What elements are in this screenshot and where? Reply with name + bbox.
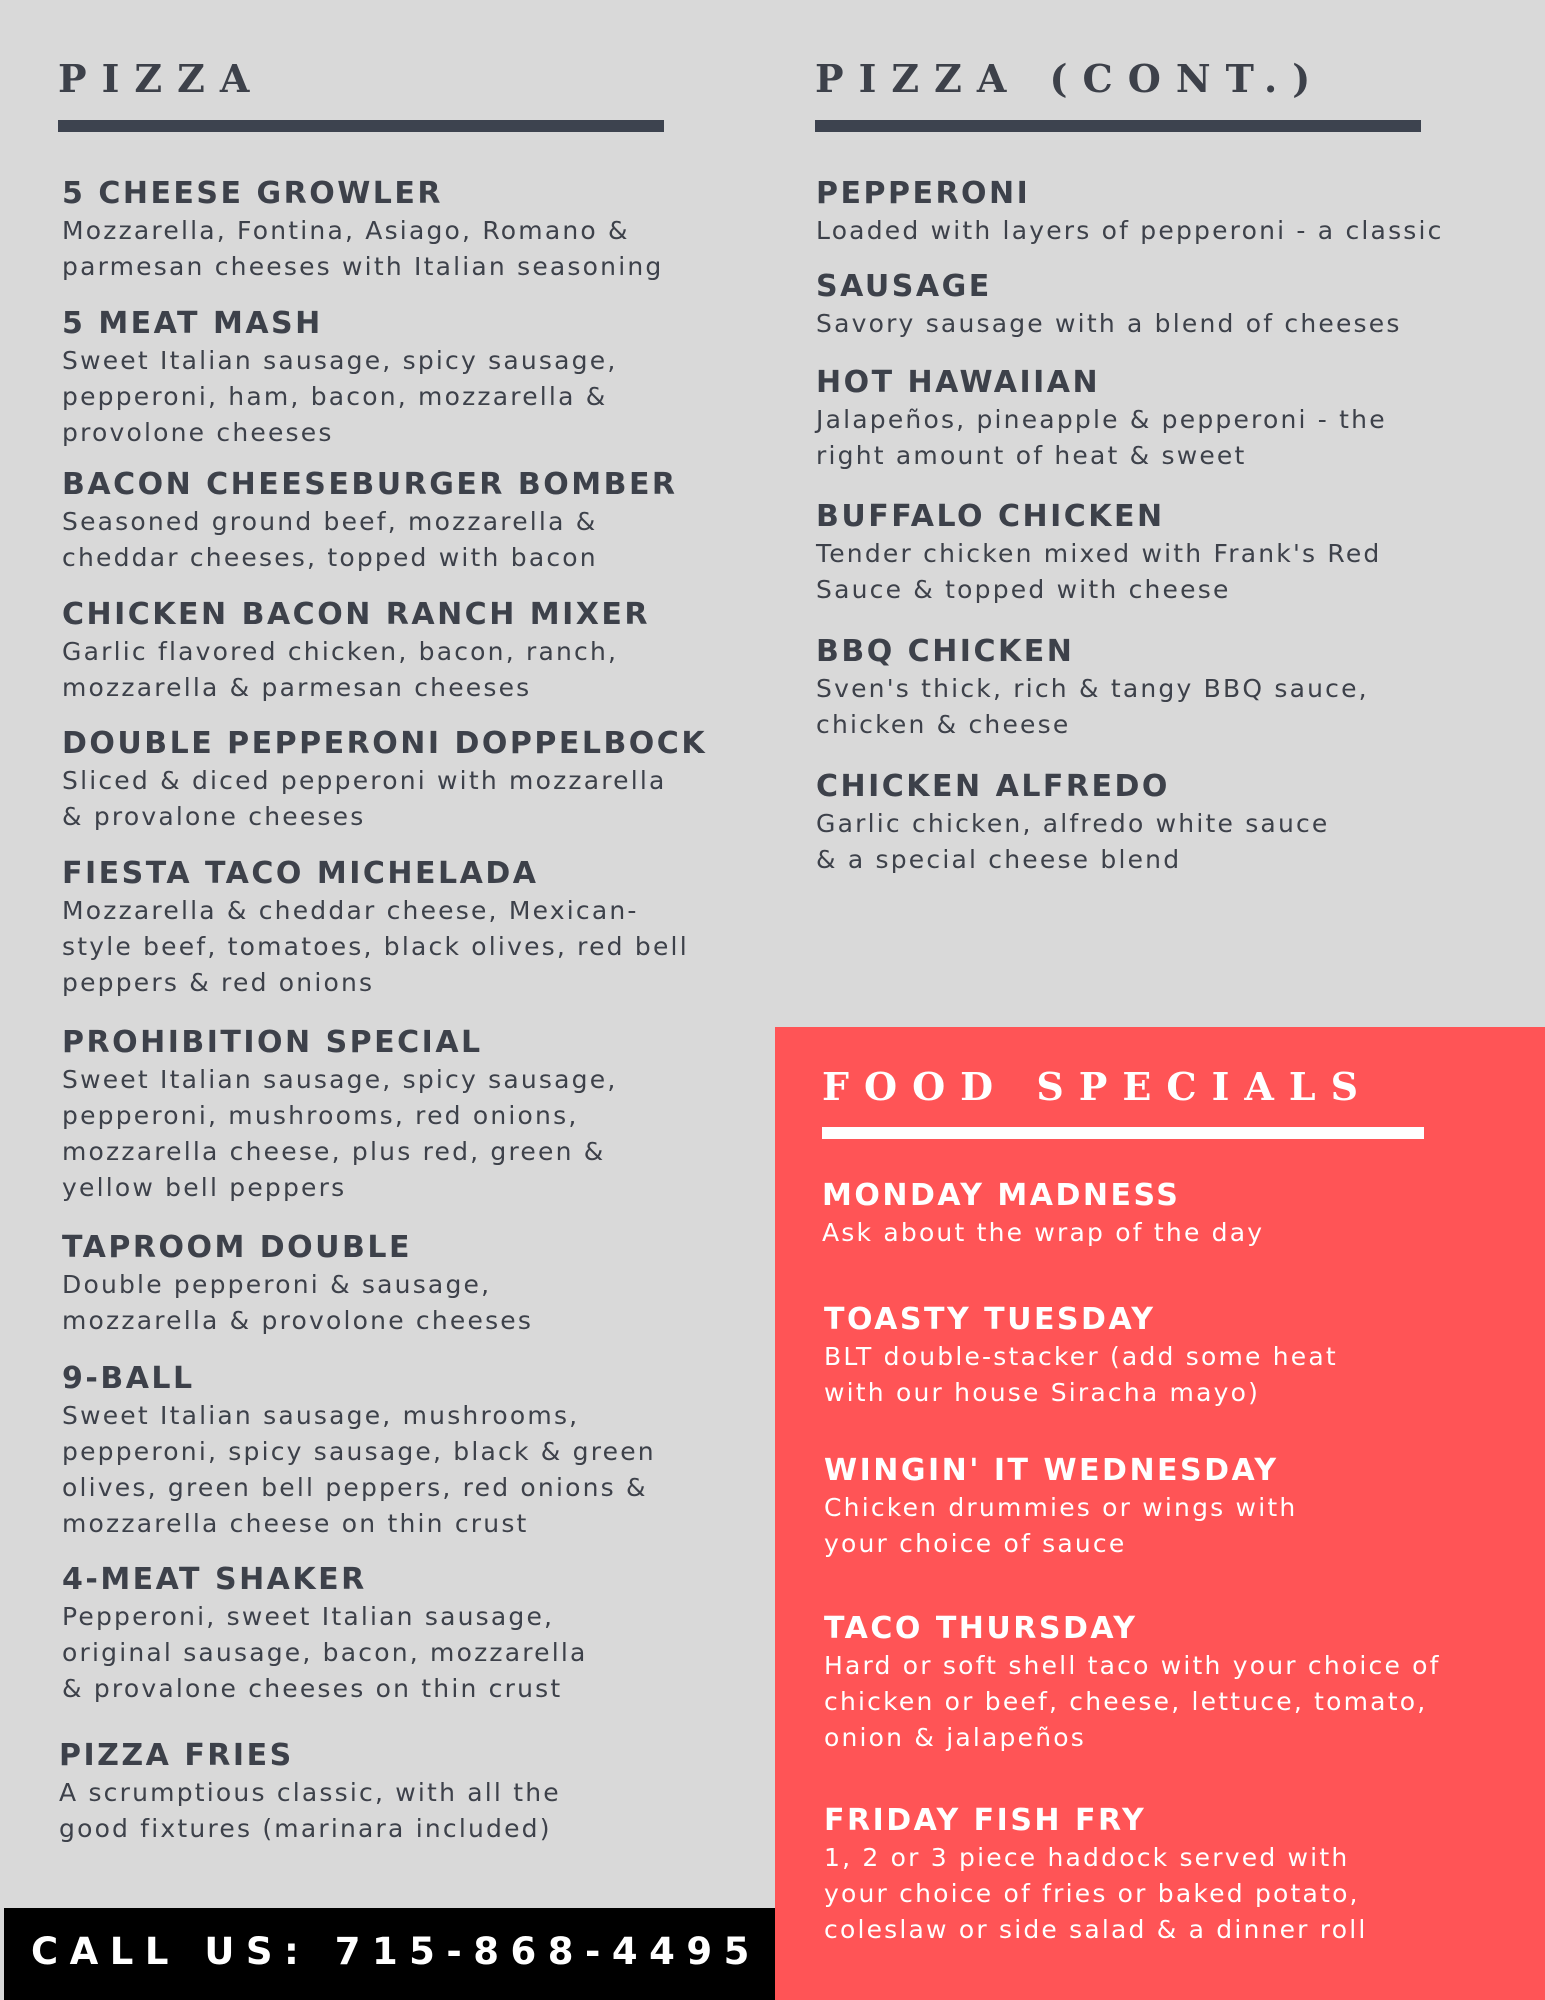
special-item-description: Chicken drummies or wings with your choice of sauce bbox=[824, 1493, 1298, 1558]
menu-item-name: CHICKEN BACON RANCH MIXER bbox=[62, 597, 650, 632]
menu-item-description: Sliced & diced pepperoni with mozzarella & provalone cheeses bbox=[62, 766, 667, 831]
menu-item-name: SAUSAGE bbox=[816, 269, 992, 304]
menu-item-name: HOT HAWAIIAN bbox=[816, 365, 1101, 400]
menu-item-description: Sven's thick, rich & tangy BBQ sauce, chicken & cheese bbox=[816, 674, 1369, 739]
special-item-taco-thursday bbox=[824, 1610, 1441, 1756]
pizza-title: PIZZA bbox=[58, 56, 265, 101]
special-item-description: BLT double-stacker (add some heat with our house Siracha mayo) bbox=[824, 1342, 1338, 1407]
menu-item-description: Loaded with layers of pepperoni - a classic bbox=[816, 216, 1444, 245]
menu-item-description: Sweet Italian sausage, spicy sausage, pepperoni, mushrooms, red onions, mozzarella cheese, plus red, green & yellow bell peppers bbox=[62, 1065, 618, 1202]
menu-item-4-meat-shaker bbox=[62, 1561, 588, 1707]
special-item-name: WINGIN' IT WEDNESDAY bbox=[824, 1453, 1279, 1488]
special-item-name: FRIDAY FISH FRY bbox=[824, 1803, 1147, 1838]
menu-item-description: Jalapeños, pineapple & pepperoni - the right amount of heat & sweet bbox=[816, 405, 1387, 470]
menu-item-double-pepperoni-doppelbock bbox=[62, 725, 707, 835]
special-item-name: MONDAY MADNESS bbox=[822, 1178, 1181, 1213]
special-item-description: Ask about the wrap of the day bbox=[822, 1218, 1265, 1247]
menu-item-name: TAPROOM DOUBLE bbox=[62, 1230, 412, 1265]
food-specials-title-rule bbox=[822, 1127, 1424, 1139]
menu-item-fiesta-taco-michelada bbox=[62, 855, 689, 1001]
menu-item-name: BUFFALO CHICKEN bbox=[816, 499, 1165, 534]
menu-item-name: 5 MEAT MASH bbox=[62, 306, 323, 341]
menu-item-name: PEPPERONI bbox=[816, 176, 1031, 211]
menu-item-name: PROHIBITION SPECIAL bbox=[62, 1025, 483, 1060]
special-item-monday-madness bbox=[822, 1177, 1264, 1251]
special-item-description: Hard or soft shell taco with your choice of chicken or beef, cheese, lettuce, tomato, onion & jalapeños bbox=[824, 1651, 1441, 1752]
special-item-description: 1, 2 or 3 piece haddock served with your choice of fries or baked potato, coleslaw or side salad & a dinner roll bbox=[824, 1843, 1368, 1944]
special-item-name: TOASTY TUESDAY bbox=[824, 1302, 1156, 1337]
menu-item-buffalo-chicken bbox=[816, 498, 1382, 608]
call-us-phone-number[interactable]: CALL US: 715-868-4495 bbox=[31, 1930, 761, 1973]
menu-item-chicken-bacon-ranch-mixer bbox=[62, 596, 650, 706]
menu-item-name: FIESTA TACO MICHELADA bbox=[62, 856, 539, 891]
menu-item-description: Pepperoni, sweet Italian sausage, original sausage, bacon, mozzarella & provalone cheeses on thin crust bbox=[62, 1602, 588, 1703]
special-item-friday-fish-fry bbox=[824, 1802, 1368, 1948]
special-item-name: TACO THURSDAY bbox=[824, 1611, 1138, 1646]
pizza-cont-title-rule bbox=[815, 120, 1421, 132]
special-item-toasty-tuesday bbox=[824, 1301, 1338, 1411]
menu-item-description: Savory sausage with a blend of cheeses bbox=[816, 309, 1402, 338]
menu-item-name: BACON CHEESEBURGER BOMBER bbox=[62, 467, 678, 502]
menu-item-description: Double pepperoni & sausage, mozzarella & provolone cheeses bbox=[62, 1270, 534, 1335]
menu-item-5-cheese-growler bbox=[62, 175, 663, 285]
menu-item-bbq-chicken bbox=[816, 633, 1369, 743]
food-specials-panel bbox=[775, 1027, 1545, 2000]
menu-item-name: PIZZA FRIES bbox=[59, 1738, 294, 1773]
menu-item-description: Sweet Italian sausage, mushrooms, pepperoni, spicy sausage, black & green olives, green bell peppers, red onions & mozzarella cheese on thin crust bbox=[62, 1401, 656, 1538]
menu-item-sausage bbox=[816, 268, 1402, 342]
menu-item-hot-hawaiian bbox=[816, 364, 1387, 474]
menu-item-description: Seasoned ground beef, mozzarella & cheddar cheeses, topped with bacon bbox=[62, 507, 598, 572]
pizza-title-rule bbox=[58, 120, 664, 132]
call-us-bar bbox=[4, 1908, 775, 2000]
menu-item-name: 9-BALL bbox=[62, 1361, 195, 1396]
menu-item-pizza-fries bbox=[59, 1737, 561, 1847]
menu-item-description: A scrumptious classic, with all the good fixtures (marinara included) bbox=[59, 1778, 561, 1843]
menu-item-name: CHICKEN ALFREDO bbox=[816, 769, 1170, 804]
menu-item-name: 5 CHEESE GROWLER bbox=[62, 176, 444, 211]
menu-item-description: Sweet Italian sausage, spicy sausage, pepperoni, ham, bacon, mozzarella & provolone cheeses bbox=[62, 346, 618, 447]
menu-item-bacon-cheeseburger-bomber bbox=[62, 466, 678, 576]
menu-item-9-ball bbox=[62, 1360, 656, 1542]
menu-item-description: Garlic chicken, alfredo white sauce & a special cheese blend bbox=[816, 809, 1330, 874]
menu-item-description: Mozzarella, Fontina, Asiago, Romano & parmesan cheeses with Italian seasoning bbox=[62, 216, 664, 281]
menu-item-taproom-double bbox=[62, 1229, 533, 1339]
special-item-wingin-it-wednesday bbox=[824, 1452, 1297, 1562]
food-specials-title: FOOD SPECIALS bbox=[822, 1064, 1374, 1109]
menu-item-name: BBQ CHICKEN bbox=[816, 634, 1075, 669]
menu-item-description: Garlic flavored chicken, bacon, ranch, mozzarella & parmesan cheeses bbox=[62, 637, 619, 702]
menu-item-name: DOUBLE PEPPERONI DOPPELBOCK bbox=[62, 726, 708, 761]
menu-item-description: Tender chicken mixed with Frank's Red Sauce & topped with cheese bbox=[816, 539, 1382, 604]
menu-item-prohibition-special bbox=[62, 1024, 617, 1206]
menu-item-name: 4-MEAT SHAKER bbox=[62, 1562, 367, 1597]
menu-item-5-meat-mash bbox=[62, 305, 617, 451]
menu-item-pepperoni bbox=[816, 175, 1444, 249]
pizza-cont-title: PIZZA (CONT.) bbox=[815, 56, 1326, 101]
menu-item-chicken-alfredo bbox=[816, 768, 1330, 878]
menu-item-description: Mozzarella & cheddar cheese, Mexican- style beef, tomatoes, black olives, red bell peppers & red onions bbox=[62, 896, 689, 997]
